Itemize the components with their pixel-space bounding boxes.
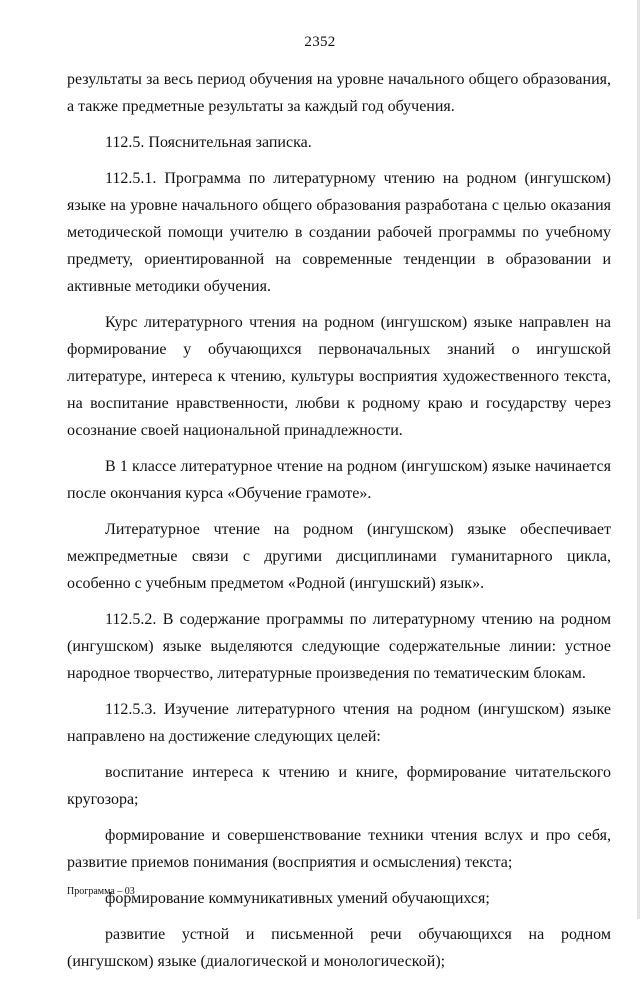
page-number: 2352 <box>304 34 336 50</box>
page-footer: Программа – 03 <box>67 886 135 897</box>
list-item-goal: развитие устной и письменной речи обучающихся на родном (ингушском) языке (диалогической и монологической); <box>67 926 611 970</box>
paragraph-program-purpose: 112.5.1. Программа по литературному чтению на родном (ингушском) языке на уровне начального общего образования разработана с целью оказания методической помощи учителю в создании рабочей программы по учебному предмету, ориентированной на современные тенденции в образовании и активные методики обучения. <box>67 170 611 295</box>
paragraph-interdisciplinary: Литературное чтение на родном (ингушском) языке обеспечивает межпредметные связи с другими дисциплинами гуманитарного цикла, особенно с учебным предметом «Родной (ингушский) язык». <box>67 521 611 592</box>
body-text <box>67 66 611 984</box>
list-item-goal: формирование и совершенствование техники чтения вслух и про себя, развитие приемов понимания (восприятия и осмысления) текста; <box>67 827 611 871</box>
paragraph-study-goals: 112.5.3. Изучение литературного чтения на родном (ингушском) языке направлено на достижение следующих целей: <box>67 701 611 745</box>
list-item-goal: формирование коммуникативных умений обучающихся; <box>105 890 490 907</box>
paragraph-first-grade: В 1 классе литературное чтение на родном (ингушском) языке начинается после окончания курса «Обучение грамоте». <box>67 458 611 502</box>
paragraph-results-continuation: результаты за весь период обучения на уровне начального общего образования, а также предметные результаты за каждый год обучения. <box>67 71 611 115</box>
paragraph-content-lines: 112.5.2. В содержание программы по литературному чтению на родном (ингушском) языке выделяются следующие содержательные линии: устное народное творчество, литературные произведения по тематическим блокам. <box>67 611 611 682</box>
paragraph-course-goal: Курс литературного чтения на родном (ингушском) языке направлен на формирование у обучающихся первоначальных знаний о ингушской литературе, интереса к чтению, культуры восприятия художественного текста, на воспитание нравственности, любви к родному краю и государству через осознание своей национальной принадлежности. <box>67 314 611 439</box>
paragraph-section-heading: 112.5. Пояснительная записка. <box>105 134 312 151</box>
list-item-goal: воспитание интереса к чтению и книге, формирование читательского кругозора; <box>67 764 611 808</box>
